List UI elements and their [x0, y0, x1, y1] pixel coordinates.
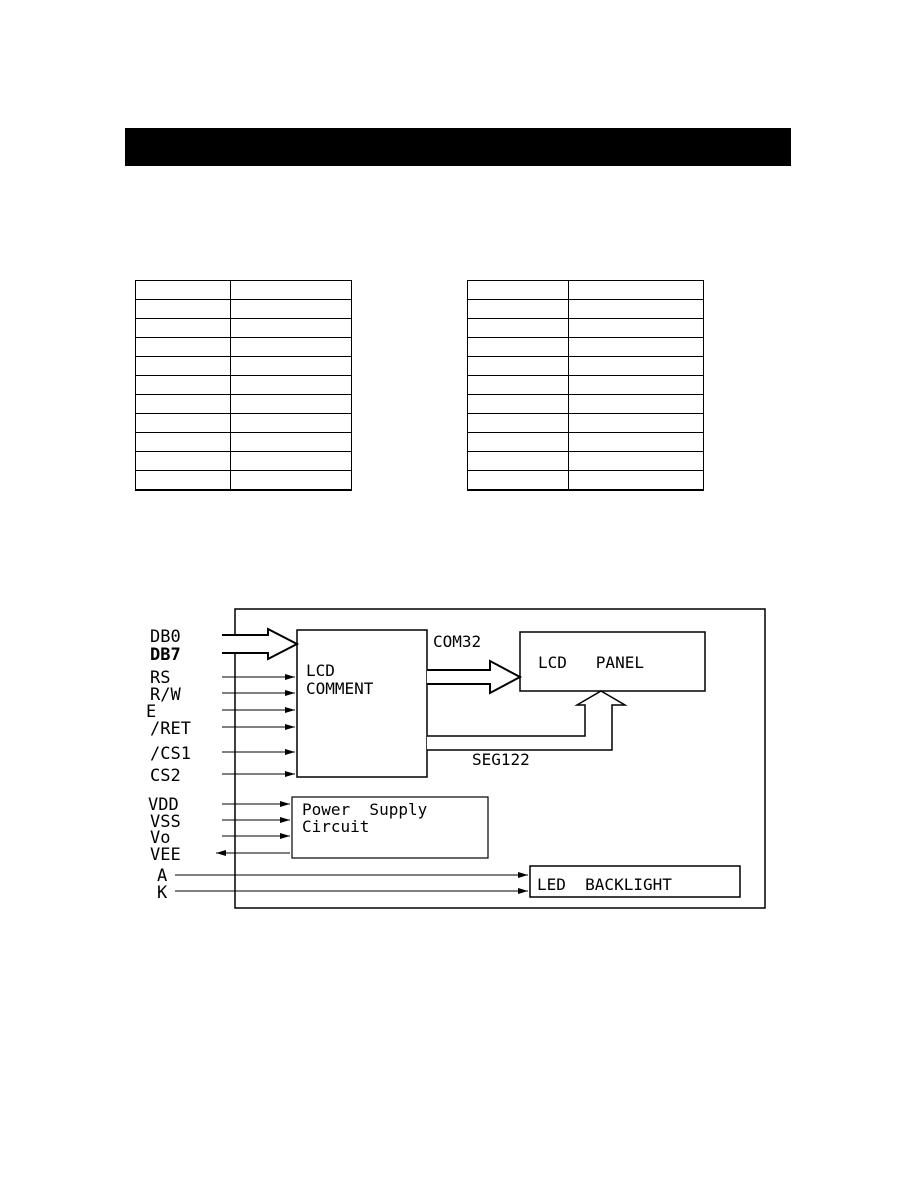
lcd-panel-label: LCD PANEL [538, 653, 644, 672]
controller-label-line2: COMMENT [306, 679, 374, 698]
vss-label: VSS [150, 812, 181, 832]
ret-label: /RET [150, 719, 191, 739]
seg-bus-arrow [427, 691, 625, 750]
e-label: E [146, 702, 157, 722]
controller-label-line1: LCD [306, 661, 335, 680]
rs-label: RS [150, 668, 171, 688]
rw-label: R/W [150, 685, 181, 705]
vo-label: Vo [150, 828, 171, 848]
k-label: K [157, 883, 168, 903]
power-supply-label-line1: Power Supply [302, 800, 428, 819]
power-supply-label-line2: Circuit [302, 817, 370, 836]
controller-block [297, 630, 427, 777]
cs2-label: CS2 [150, 766, 181, 786]
seg-bus-label: SEG122 [472, 750, 530, 769]
a-label: A [157, 866, 168, 886]
data-bus-arrow [222, 629, 297, 659]
db0-label: DB0 [150, 627, 181, 647]
cs1-label: /CS1 [150, 744, 191, 764]
com-bus-arrow [427, 661, 520, 693]
vee-label: VEE [150, 845, 181, 865]
db7-label: DB7 [150, 645, 181, 665]
com-bus-label: COM32 [433, 632, 482, 651]
vdd-label: VDD [148, 795, 179, 815]
backlight-label: LED BACKLIGHT [537, 875, 672, 894]
